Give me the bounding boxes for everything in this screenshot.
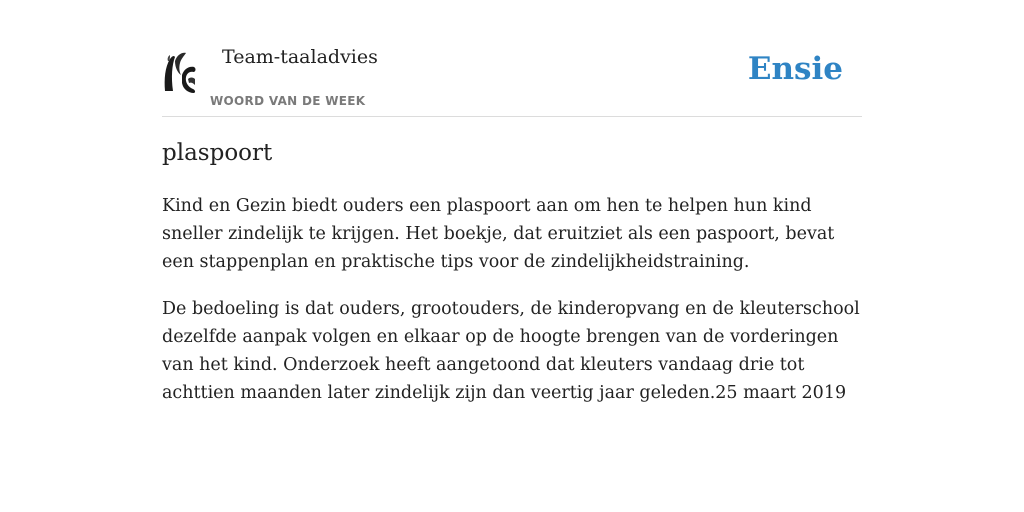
brand-logo-link[interactable]: Ensie [747,51,843,87]
header [162,40,862,117]
flemish-lion-logo-icon [162,49,198,95]
org-name: Team-taaladvies [222,46,378,68]
article-date: 25 maart 2019 [715,383,847,403]
article-title: plaspoort [162,140,273,166]
section-label: WOORD VAN DE WEEK [210,94,366,108]
article-paragraph: Kind en Gezin biedt ouders een plaspoort aan om hen te helpen hun kind sneller zindelijk te krijgen. Het boekje, dat eruitziet als een paspoort, bevat een stappenplan en praktische tips voor de zindelijkheidstraining. [162,196,835,272]
article-paragraph [162,295,862,407]
article-paragraph-text: De bedoeling is dat ouders, grootouders, de kinderopvang en de kleuterschool dezelfde aanpak volgen en elkaar op de hoogte brengen van de vorderingen van het kind. Onderzoek heeft aangetoond dat kleuters vandaag drie tot achttien maanden later zindelijk zijn dan veertig jaar geleden. [162,299,860,403]
